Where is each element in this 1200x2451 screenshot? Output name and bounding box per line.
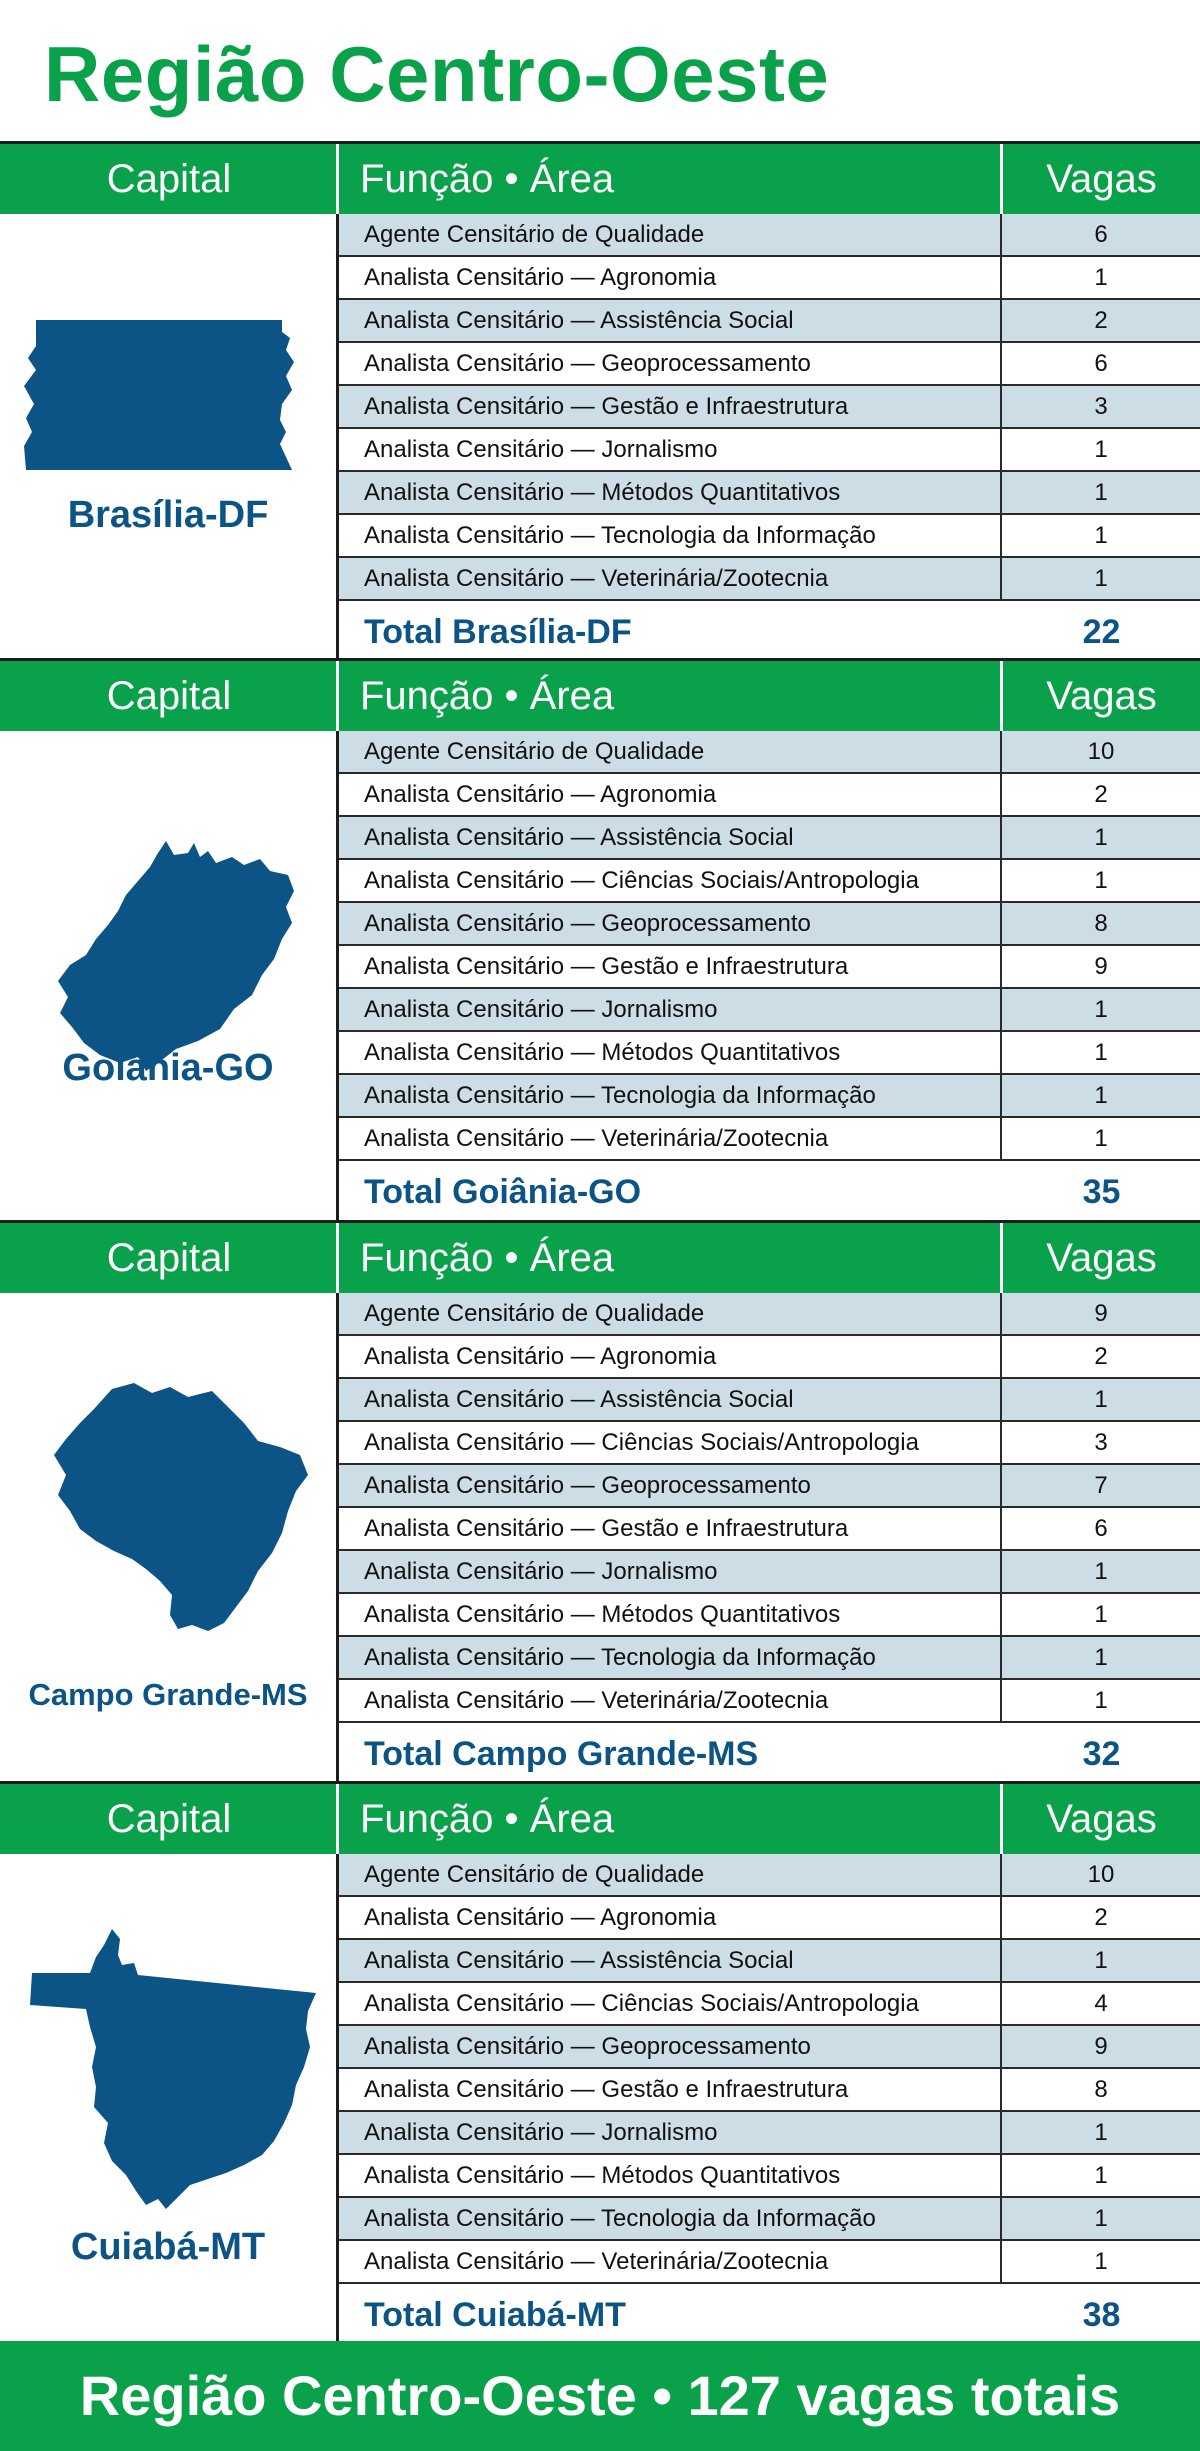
row-vagas: 2: [1000, 300, 1200, 341]
table-row: [339, 989, 1200, 1032]
total-label: Total Cuiabá-MT: [364, 2296, 626, 2334]
table-header: [0, 1223, 1200, 1293]
table-row: [339, 2112, 1200, 2155]
mato-grosso-map-icon: [30, 1929, 316, 2214]
capital-city-name: Brasília-DF: [67, 494, 269, 536]
table-row: [339, 1032, 1200, 1075]
row-vagas: 7: [1000, 1465, 1200, 1506]
total-row: [339, 2285, 1200, 2345]
row-funcao-area: Analista Censitário — Tecnologia da Informação: [364, 522, 876, 549]
goias-map-icon: [56, 841, 296, 1071]
row-funcao-area: Analista Censitário — Assistência Social: [364, 307, 794, 334]
row-funcao-area: Analista Censitário — Métodos Quantitativos: [364, 1039, 841, 1066]
row-funcao-area: Analista Censitário — Assistência Social: [364, 1386, 794, 1413]
header-funcao-area: Função • Área: [360, 1236, 615, 1280]
row-vagas: 3: [1000, 386, 1200, 427]
table-row: [339, 1854, 1200, 1897]
table-row: [339, 946, 1200, 989]
header-vagas: Vagas: [1046, 1797, 1157, 1841]
row-funcao-area: Analista Censitário — Geoprocessamento: [364, 2033, 811, 2060]
table-row: [339, 860, 1200, 903]
row-funcao-area: Analista Censitário — Assistência Social: [364, 1947, 794, 1974]
total-value: 22: [1082, 613, 1121, 651]
table-row: [339, 1551, 1200, 1594]
capital-cell: [0, 1293, 339, 1781]
capital-cell: [0, 214, 339, 658]
table-header: [0, 661, 1200, 731]
table-header: [0, 1784, 1200, 1854]
table-header: [0, 144, 1200, 214]
row-funcao-area: Analista Censitário — Métodos Quantitativos: [364, 2162, 841, 2189]
table-row: [339, 1422, 1200, 1465]
total-value: 38: [1082, 2296, 1121, 2334]
total-label: Total Campo Grande-MS: [364, 1735, 759, 1773]
table-row: [339, 1680, 1200, 1723]
table-row: [339, 1379, 1200, 1422]
row-funcao-area: Analista Censitário — Jornalismo: [364, 436, 718, 463]
row-vagas: 6: [1000, 214, 1200, 255]
total-row: [339, 1162, 1200, 1222]
table-row: [339, 257, 1200, 300]
header-funcao-area: Função • Área: [360, 1797, 615, 1841]
row-vagas: 2: [1000, 1336, 1200, 1377]
row-funcao-area: Analista Censitário — Agronomia: [364, 264, 717, 291]
row-vagas: 9: [1000, 946, 1200, 987]
table-row: [339, 774, 1200, 817]
row-funcao-area: Analista Censitário — Agronomia: [364, 1343, 717, 1370]
header-funcao-area: Função • Área: [360, 157, 615, 201]
row-vagas: 1: [1000, 472, 1200, 513]
table-row: [339, 1983, 1200, 2026]
row-funcao-area: Analista Censitário — Veterinária/Zootecnia: [364, 1125, 829, 1152]
row-funcao-area: Analista Censitário — Jornalismo: [364, 2119, 718, 2146]
total-value: 32: [1082, 1735, 1121, 1773]
row-vagas: 1: [1000, 2198, 1200, 2239]
row-vagas: 1: [1000, 257, 1200, 298]
row-vagas: 1: [1000, 1075, 1200, 1116]
row-vagas: 8: [1000, 903, 1200, 944]
row-vagas: 8: [1000, 2069, 1200, 2110]
rows-list: [339, 1854, 1200, 2284]
row-vagas: 9: [1000, 1293, 1200, 1334]
row-funcao-area: Analista Censitário — Geoprocessamento: [364, 910, 811, 937]
table-row: [339, 2026, 1200, 2069]
row-vagas: 4: [1000, 1983, 1200, 2024]
header-capital: Capital: [106, 1797, 232, 1841]
capital-city-name: Cuiabá-MT: [70, 2226, 266, 2268]
page-title: Região Centro-Oeste: [44, 30, 830, 118]
row-funcao-area: Analista Censitário — Ciências Sociais/Antropologia: [364, 1990, 919, 2017]
table-row: [339, 1637, 1200, 1680]
row-funcao-area: Analista Censitário — Agronomia: [364, 781, 717, 808]
row-vagas: 1: [1000, 1551, 1200, 1592]
header-capital: Capital: [106, 1236, 232, 1280]
row-funcao-area: Analista Censitário — Gestão e Infraestrutura: [364, 2076, 849, 2103]
row-vagas: 1: [1000, 2241, 1200, 2282]
row-vagas: 1: [1000, 1940, 1200, 1981]
row-vagas: 1: [1000, 429, 1200, 470]
total-row: [339, 1724, 1200, 1784]
row-vagas: 1: [1000, 1032, 1200, 1073]
row-funcao-area: Analista Censitário — Tecnologia da Informação: [364, 1082, 876, 1109]
row-vagas: 6: [1000, 1508, 1200, 1549]
row-vagas: 2: [1000, 1897, 1200, 1938]
row-funcao-area: Analista Censitário — Jornalismo: [364, 996, 718, 1023]
row-funcao-area: Analista Censitário — Tecnologia da Informação: [364, 1644, 876, 1671]
row-vagas: 1: [1000, 1680, 1200, 1721]
row-funcao-area: Analista Censitário — Geoprocessamento: [364, 350, 811, 377]
row-funcao-area: Analista Censitário — Jornalismo: [364, 1558, 718, 1585]
row-vagas: 1: [1000, 1594, 1200, 1635]
table-row: [339, 429, 1200, 472]
capital-section: [0, 1220, 1200, 1781]
total-label: Total Goiânia-GO: [364, 1173, 642, 1211]
row-funcao-area: Analista Censitário — Veterinária/Zootecnia: [364, 2248, 829, 2275]
row-vagas: 1: [1000, 817, 1200, 858]
table-row: [339, 1465, 1200, 1508]
rows-list: [339, 1293, 1200, 1723]
row-funcao-area: Analista Censitário — Veterinária/Zootecnia: [364, 565, 829, 592]
table-row: [339, 1508, 1200, 1551]
row-vagas: 1: [1000, 860, 1200, 901]
row-vagas: 6: [1000, 343, 1200, 384]
row-funcao-area: Analista Censitário — Geoprocessamento: [364, 1472, 811, 1499]
rows-list: [339, 731, 1200, 1161]
table-row: [339, 1336, 1200, 1379]
table-row: [339, 558, 1200, 601]
distrito-federal-map-icon: [24, 320, 304, 470]
capital-city-name: Campo Grande-MS: [28, 1677, 308, 1712]
capital-section: [0, 141, 1200, 658]
table-row: [339, 214, 1200, 257]
table-row: [339, 2155, 1200, 2198]
row-vagas: 1: [1000, 558, 1200, 599]
total-label: Total Brasília-DF: [364, 613, 632, 651]
capital-section: [0, 1781, 1200, 2341]
row-vagas: 1: [1000, 2112, 1200, 2153]
total-row: [339, 602, 1200, 662]
row-vagas: 3: [1000, 1422, 1200, 1463]
table-row: [339, 2241, 1200, 2284]
row-funcao-area: Analista Censitário — Métodos Quantitativos: [364, 479, 841, 506]
table-row: [339, 386, 1200, 429]
capital-cell: [0, 731, 339, 1220]
row-funcao-area: Analista Censitário — Assistência Social: [364, 824, 794, 851]
table-row: [339, 1293, 1200, 1336]
header-vagas: Vagas: [1046, 1236, 1157, 1280]
row-funcao-area: Analista Censitário — Gestão e Infraestrutura: [364, 953, 849, 980]
table-row: [339, 515, 1200, 558]
row-funcao-area: Analista Censitário — Agronomia: [364, 1904, 717, 1931]
row-funcao-area: Analista Censitário — Métodos Quantitativos: [364, 1601, 841, 1628]
row-funcao-area: Agente Censitário de Qualidade: [364, 1861, 705, 1888]
row-vagas: 1: [1000, 2155, 1200, 2196]
row-funcao-area: Analista Censitário — Gestão e Infraestrutura: [364, 393, 849, 420]
table-row: [339, 817, 1200, 860]
rows-list: [339, 214, 1200, 601]
mato-grosso-do-sul-map-icon: [52, 1383, 308, 1631]
table-row: [339, 731, 1200, 774]
row-vagas: 1: [1000, 515, 1200, 556]
header-capital: Capital: [106, 157, 232, 201]
row-funcao-area: Analista Censitário — Veterinária/Zootecnia: [364, 1687, 829, 1714]
table-row: [339, 343, 1200, 386]
header-capital: Capital: [106, 674, 232, 718]
table-row: [339, 472, 1200, 515]
row-funcao-area: Analista Censitário — Gestão e Infraestrutura: [364, 1515, 849, 1542]
row-funcao-area: Analista Censitário — Tecnologia da Informação: [364, 2205, 876, 2232]
row-funcao-area: Agente Censitário de Qualidade: [364, 738, 705, 765]
row-funcao-area: Agente Censitário de Qualidade: [364, 1300, 705, 1327]
row-vagas: 1: [1000, 1118, 1200, 1159]
table-row: [339, 1594, 1200, 1637]
table-row: [339, 300, 1200, 343]
header-vagas: Vagas: [1046, 157, 1157, 201]
table-row: [339, 1897, 1200, 1940]
table-row: [339, 2069, 1200, 2112]
capital-section: [0, 658, 1200, 1220]
footer-summary: Região Centro-Oeste • 127 vagas totais: [0, 2341, 1200, 2451]
row-funcao-area: Analista Censitário — Ciências Sociais/Antropologia: [364, 867, 919, 894]
table-row: [339, 1940, 1200, 1983]
header-vagas: Vagas: [1046, 674, 1157, 718]
row-vagas: 1: [1000, 989, 1200, 1030]
row-vagas: 10: [1000, 1854, 1200, 1895]
total-value: 35: [1082, 1173, 1121, 1211]
row-funcao-area: Agente Censitário de Qualidade: [364, 221, 705, 248]
row-vagas: 10: [1000, 731, 1200, 772]
table-row: [339, 2198, 1200, 2241]
row-vagas: 1: [1000, 1637, 1200, 1678]
row-vagas: 2: [1000, 774, 1200, 815]
header-funcao-area: Função • Área: [360, 674, 615, 718]
capital-city-name: Goiânia-GO: [62, 1047, 274, 1089]
table-row: [339, 1075, 1200, 1118]
row-vagas: 9: [1000, 2026, 1200, 2067]
capital-cell: [0, 1854, 339, 2341]
table-row: [339, 1118, 1200, 1161]
table-row: [339, 903, 1200, 946]
row-funcao-area: Analista Censitário — Ciências Sociais/Antropologia: [364, 1429, 919, 1456]
row-vagas: 1: [1000, 1379, 1200, 1420]
